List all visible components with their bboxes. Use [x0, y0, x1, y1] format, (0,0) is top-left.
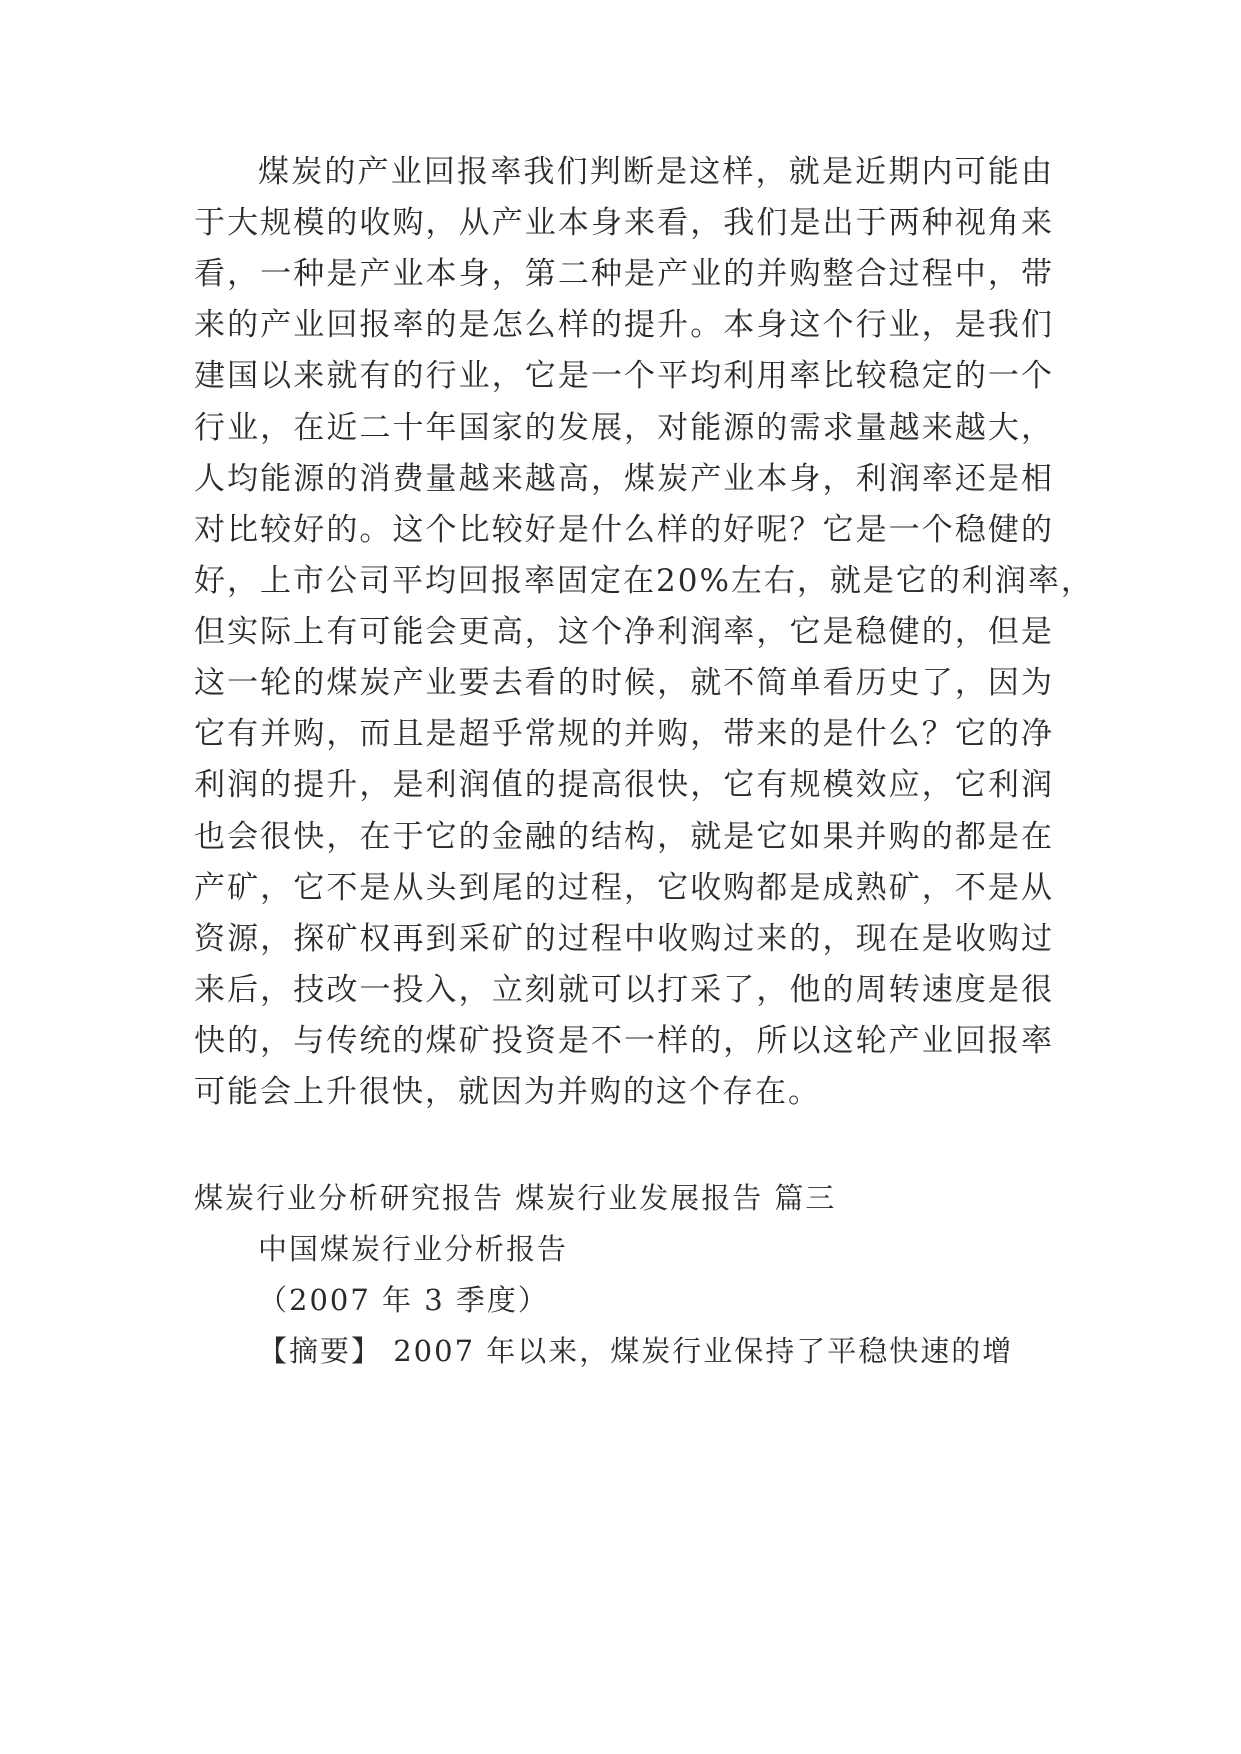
paragraph-line: 于大规模的收购，从产业本身来看，我们是出于两种视角来 [194, 205, 1054, 241]
paragraph-line: 产矿，它不是从头到尾的过程，它收购都是成熟矿，不是从 [194, 870, 1054, 906]
paragraph-line: 来后，技改一投入，立刻就可以打采了，他的周转速度是很 [194, 972, 1054, 1008]
paragraph-line: 也会很快，在于它的金融的结构，就是它如果并购的都是在 [194, 819, 1054, 855]
paragraph-line: 资源，探矿权再到采矿的过程中收购过来的，现在是收购过 [194, 921, 1054, 957]
paragraph-line: 人均能源的消费量越来越高，煤炭产业本身，利润率还是相 [194, 461, 1054, 497]
report-subtitle: 中国煤炭行业分析报告 [258, 1232, 569, 1266]
abstract-label: 【摘要】 [258, 1334, 383, 1368]
paragraph-line: 煤炭的产业回报率我们判断是这样，就是近期内可能由 [258, 154, 1054, 190]
abstract-line [258, 1331, 1013, 1371]
paragraph-line: 这一轮的煤炭产业要去看的时候，就不简单看历史了，因为 [194, 665, 1054, 701]
paragraph-line: 快的，与传统的煤矿投资是不一样的，所以这轮产业回报率 [194, 1023, 1054, 1059]
paragraph-line: 行业，在近二十年国家的发展，对能源的需求量越来越大， [194, 410, 1054, 446]
paragraph-line: 建国以来就有的行业，它是一个平均利用率比较稳定的一个 [194, 358, 1054, 394]
paragraph-line: 看，一种是产业本身，第二种是产业的并购整合过程中，带 [194, 256, 1054, 292]
paragraph-line: 它有并购，而且是超乎常规的并购，带来的是什么？它的净 [194, 716, 1054, 752]
report-period: （2007 年 3 季度） [258, 1283, 549, 1317]
abstract-text: 2007 年以来，煤炭行业保持了平稳快速的增 [382, 1334, 1014, 1368]
paragraph-line: 好，上市公司平均回报率固定在20%左右，就是它的利润率， [194, 563, 1094, 599]
paragraph-line: 利润的提升，是利润值的提高很快，它有规模效应，它利润 [194, 767, 1054, 803]
paragraph-line: 但实际上有可能会更高，这个净利润率，它是稳健的，但是 [194, 614, 1054, 650]
section-title: 煤炭行业分析研究报告 煤炭行业发展报告 篇三 [194, 1181, 837, 1215]
paragraph-line: 来的产业回报率的是怎么样的提升。本身这个行业，是我们 [194, 307, 1054, 343]
paragraph-line: 对比较好的。这个比较好是什么样的好呢？它是一个稳健的 [194, 512, 1054, 548]
paragraph-line: 可能会上升很快，就因为并购的这个存在。 [194, 1074, 821, 1110]
